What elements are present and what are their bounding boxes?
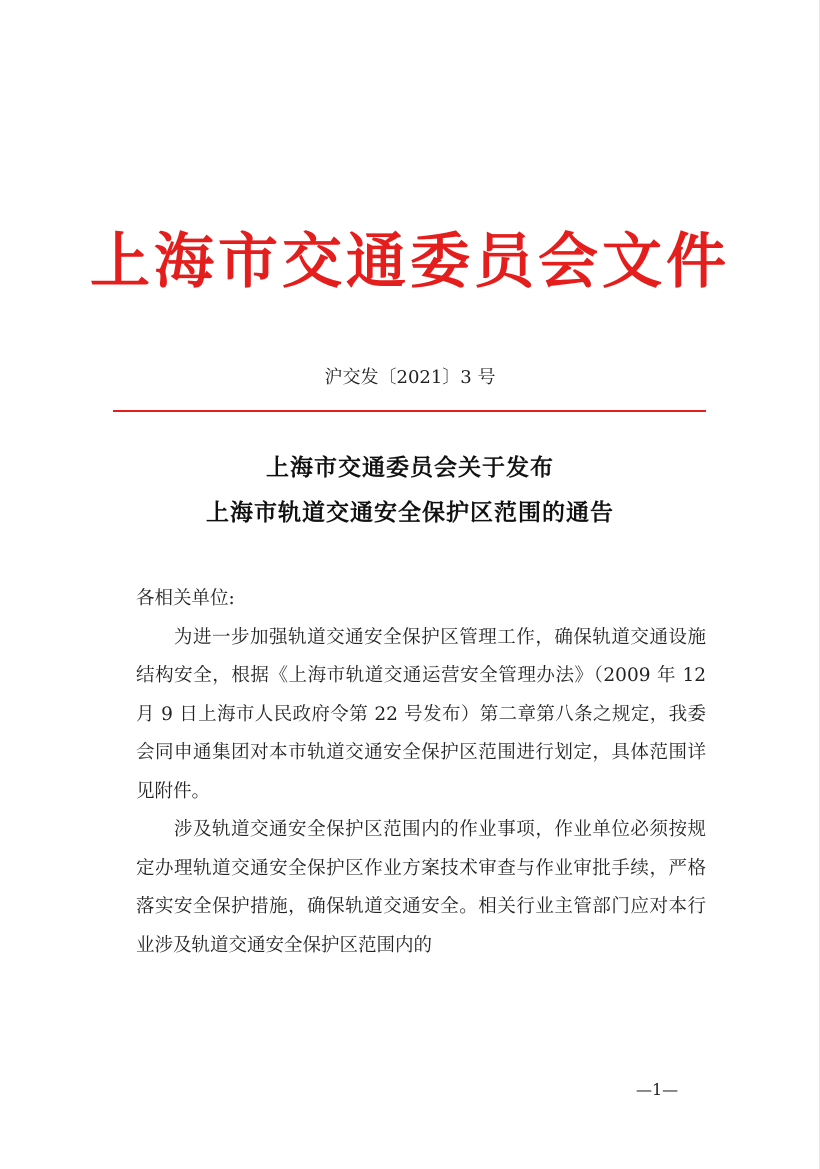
red-divider-line (113, 410, 706, 412)
document-title-line-1: 上海市交通委员会关于发布 (266, 454, 554, 481)
document-masthead: 上海市交通委员会文件 (90, 227, 730, 297)
document-number: 沪交发〔2021〕3 号 (324, 367, 496, 388)
salutation: 各相关单位: (136, 588, 235, 609)
document-body (136, 580, 706, 965)
body-paragraph-1: 为进一步加强轨道交通安全保护区管理工作，确保轨道交通设施结构安全，根据《上海市轨道交通运营安全管理办法》（2009 年 12 月 9 日上海市人民政府令第 22 号发布）第二章第八条之规定，我委会同申通集团对本市轨道交通安全保护区范围进行划定，具体范围详见附件。 (136, 626, 706, 802)
page-number: —1— (636, 1080, 679, 1099)
document-title-line-2: 上海市轨道交通安全保护区范围的通告 (206, 499, 614, 526)
body-paragraph-2: 涉及轨道交通安全保护区范围内的作业事项，作业单位必须按规定办理轨道交通安全保护区作业方案技术审查与作业审批手续，严格落实安全保护措施，确保轨道交通安全。相关行业主管部门应对本行业涉及轨道交通安全保护区范围内的 (136, 819, 706, 956)
